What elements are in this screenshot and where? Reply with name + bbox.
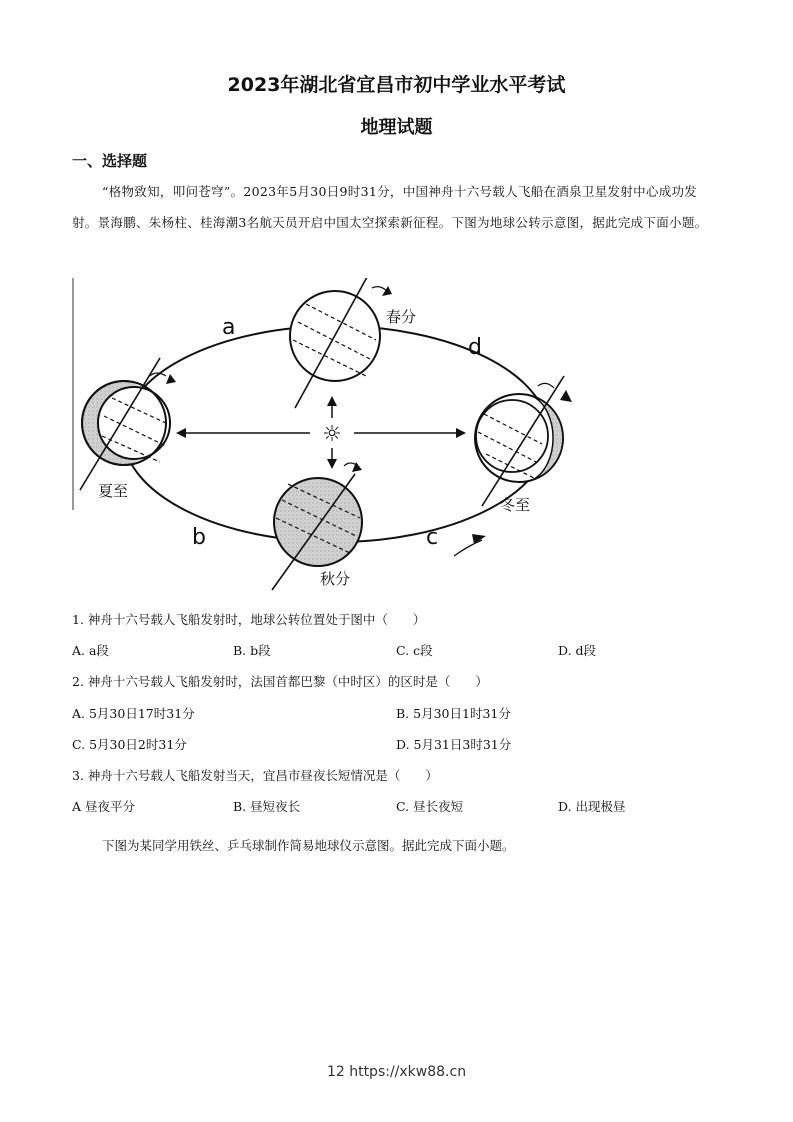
question-3-stem: 3. 神舟十六号载人飞船发射当天，宜昌市昼夜长短情况是（ ） xyxy=(72,768,438,783)
earth-orbit-diagram xyxy=(72,278,572,593)
label-d: d xyxy=(468,335,482,360)
label-autumn-equinox: 秋分 xyxy=(320,570,351,588)
label-winter-solstice: 冬至 xyxy=(500,496,531,514)
question-3-option-c[interactable]: C. 昼长夜短 xyxy=(396,799,464,814)
question-2-option-b[interactable]: B. 5月30日1时31分 xyxy=(396,706,511,721)
section-heading: 一、选择题 xyxy=(72,152,148,170)
question-2-stem: 2. 神舟十六号载人飞船发射时，法国首都巴黎（中时区）的区时是（ ） xyxy=(72,674,488,689)
page-footer: 12 https://xkw88.cn xyxy=(326,1064,467,1080)
intro-paragraph: “格物致知，叩问苍穹”。2023年5月30日9时31分，中国神舟十六号载人飞船在酒泉卫星发射中心成功发射。景海鹏、朱杨柱、桂海潮3名航天员开启中国太空探索新征程。下图为地球公转示意图，据此完成下面小题。 xyxy=(72,184,708,230)
label-spring-equinox: 春分 xyxy=(386,308,417,326)
question-2-option-c[interactable]: C. 5月30日2时31分 xyxy=(72,737,187,752)
question-3-option-d[interactable]: D. 出现极昼 xyxy=(558,799,626,814)
earth-summer-solstice xyxy=(80,358,176,490)
question-2-option-a[interactable]: A. 5月30日17时31分 xyxy=(72,706,195,721)
label-b: b xyxy=(192,525,206,550)
next-intro-paragraph: 下图为某同学用铁丝、乒乓球制作简易地球仪示意图。据此完成下面小题。 xyxy=(102,838,515,853)
question-1-option-b[interactable]: B. b段 xyxy=(233,643,271,658)
label-summer-solstice: 夏至 xyxy=(98,482,129,500)
question-1-stem: 1. 神舟十六号载人飞船发射时，地球公转位置处于图中（ ） xyxy=(72,612,426,627)
question-1-option-c[interactable]: C. c段 xyxy=(396,643,433,658)
question-2-option-d[interactable]: D. 5月31日3时31分 xyxy=(396,737,512,752)
question-3-option-b[interactable]: B. 昼短夜长 xyxy=(233,799,301,814)
label-a: a xyxy=(222,315,236,340)
exam-subtitle: 地理试题 xyxy=(360,117,433,138)
question-3-option-a[interactable]: A 昼夜平分 xyxy=(72,799,136,814)
earth-spring-equinox xyxy=(290,278,392,408)
label-c: c xyxy=(426,525,439,550)
question-1-option-d[interactable]: D. d段 xyxy=(558,643,597,658)
sun-icon: ☼ xyxy=(322,422,342,447)
question-1-option-a[interactable]: A. a段 xyxy=(72,643,109,658)
exam-title: 2023年湖北省宜昌市初中学业水平考试 xyxy=(227,74,566,96)
